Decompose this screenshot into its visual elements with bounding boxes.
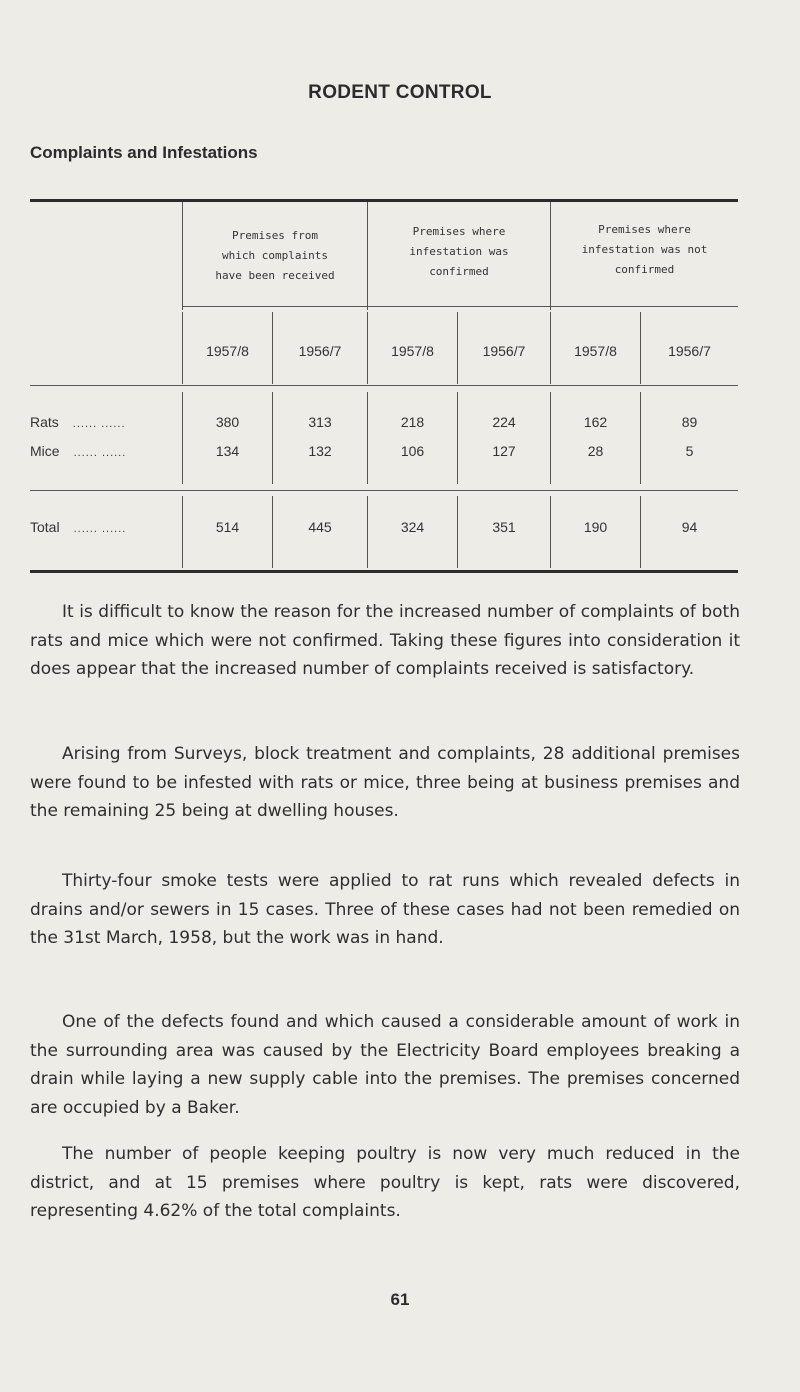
table-vline	[272, 392, 273, 484]
section-subtitle: Complaints and Infestations	[30, 143, 258, 162]
group-header-line: confirmed	[614, 263, 675, 276]
table-vline	[640, 392, 641, 484]
table-cell: 162	[583, 414, 608, 430]
table-cell: 313	[308, 414, 332, 430]
year-header: 1956/7	[668, 343, 711, 359]
group-header-line: Premises where	[598, 223, 691, 236]
page-number: 61	[390, 1290, 410, 1309]
paragraph-2: Arising from Surveys, block treatment and complaints, 28 additional premises were found to be infested with rats or mice, three being at business premises and the remaining 25 being at dwelling houses.	[30, 744, 740, 821]
year-header: 1956/7	[298, 343, 342, 359]
table-vline	[550, 392, 551, 484]
group-header-not-confirmed	[551, 220, 738, 280]
table-top-rule	[30, 199, 738, 202]
group-header-line: which complaints	[222, 249, 328, 262]
row-label-text: Total	[30, 519, 60, 535]
table-cell: 380	[215, 414, 240, 430]
row-label-rats	[30, 414, 126, 430]
table-cell: 94	[681, 519, 698, 535]
group-header-line: Premises from	[231, 229, 319, 242]
table-cell: 514	[215, 519, 240, 535]
paragraph-4: One of the defects found and which caused a considerable amount of work in the surrounding area was caused by the Electricity Board employees breaking a drain while laying a new supply cable into the premises. The premises concerned are occupied by a Baker.	[30, 1012, 740, 1118]
table-cell: 89	[681, 414, 698, 430]
table-cell: 351	[492, 519, 516, 535]
table-cell: 127	[492, 443, 516, 459]
table-cell: 324	[400, 519, 425, 535]
group-header-line: Premises where	[412, 225, 506, 238]
table-cell: 224	[492, 414, 516, 430]
table-header-divider	[182, 306, 738, 307]
table-cell: 218	[400, 414, 425, 430]
table-cell: 132	[308, 443, 332, 459]
group-header-received	[183, 226, 367, 286]
group-header-line: confirmed	[429, 265, 489, 278]
group-header-line: have been received	[215, 269, 335, 282]
group-header-confirmed	[368, 222, 550, 282]
group-header-line: infestation was	[409, 245, 509, 258]
paragraph-5: The number of people keeping poultry is now very much reduced in the district, and at 15 premises where poultry is kept, rats were discovered, representing 4.62% of the total complaints.	[30, 1144, 740, 1221]
table-cell: 5	[685, 443, 694, 459]
year-header: 1956/7	[482, 343, 526, 359]
year-header: 1957/8	[574, 343, 617, 359]
leader-dots: ...... ......	[73, 523, 127, 535]
table-cell: 106	[400, 443, 425, 459]
table-vline	[457, 392, 458, 484]
complaints-table	[0, 0, 800, 600]
year-header: 1957/8	[391, 343, 434, 359]
paragraph-3: Thirty-four smoke tests were applied to rat runs which revealed defects in drains and/or sewers in 15 cases. Three of these cases had not been remedied on the 31st March, 1958, but the work was in hand.	[30, 871, 740, 948]
group-header-line: infestation was not	[581, 243, 708, 256]
row-label-total	[30, 519, 126, 535]
row-label-text: Rats	[30, 414, 59, 430]
row-label-mice	[30, 443, 126, 459]
table-bottom-rule	[30, 570, 738, 573]
table-cell: 190	[583, 519, 608, 535]
row-label-text: Mice	[30, 443, 60, 459]
table-cell: 445	[308, 519, 332, 535]
table-total-divider	[30, 490, 738, 491]
table-cell: 134	[215, 443, 240, 459]
leader-dots: ...... ......	[73, 447, 127, 459]
leader-dots: ...... ......	[72, 418, 126, 430]
table-years-divider	[30, 385, 738, 386]
paragraph-1: It is difficult to know the reason for the increased number of complaints of both rats and mice which were not confirmed. Taking these figures into consideration it does appear that the increased number of complaints received is satisfactory.	[30, 602, 740, 679]
table-cell: 28	[587, 443, 604, 459]
page-title: RODENT CONTROL	[308, 82, 492, 103]
table-vline	[367, 392, 368, 484]
table-vline	[182, 392, 183, 484]
year-header: 1957/8	[206, 343, 249, 359]
